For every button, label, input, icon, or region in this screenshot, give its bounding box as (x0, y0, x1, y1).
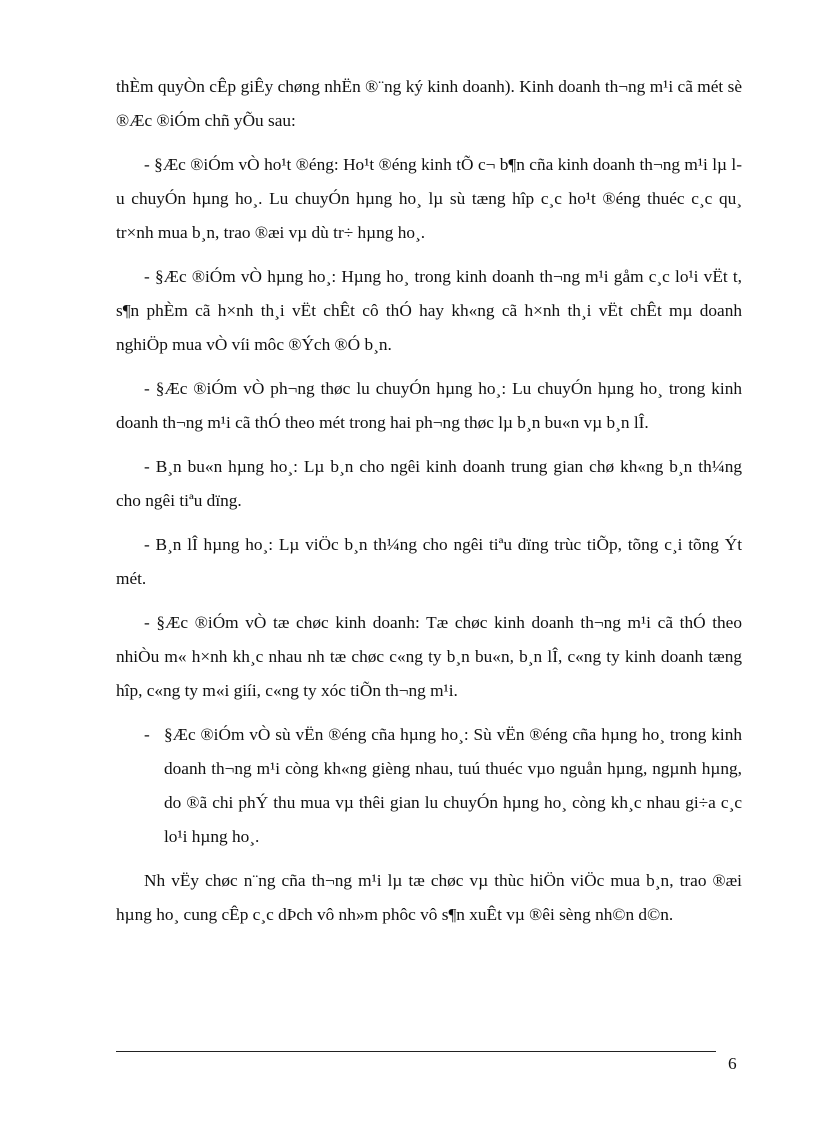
footer-divider (116, 1051, 716, 1052)
paragraph-retail: - B¸n lÎ hµng ho¸: Lµ viÖc b¸n th¼ng cho ngêi tiªu dïng trùc tiÕp, tõng c¸i tõng Ýt mét. (116, 535, 742, 588)
paragraph-circulation-method: - §Æc ®iÓm vÒ ph¬ng thøc lu chuyÓn hµng ho¸: Lu chuyÓn hµng ho¸ trong kinh doanh th¬ng m¹i cã thÓ theo mét trong hai ph¬ng thøc lµ b¸n bu«n vµ b¸n lÎ. (116, 379, 742, 432)
paragraph-goods: - §Æc ®iÓm vÒ hµng ho¸: Hµng ho¸ trong kinh doanh th¬ng m¹i gåm c¸c lo¹i vËt t, s¶n phÈm cã h×nh th¸i vËt chÊt cô thÓ hay kh«ng cã h×nh th¸i vËt chÊt mµ doanh nghiÖp mua vÒ víi môc ®Ých ®Ó b¸n. (116, 267, 742, 354)
paragraph-organization: - §Æc ®iÓm vÒ tæ chøc kinh doanh: Tæ chøc kinh doanh th¬ng m¹i cã thÓ theo nhiÒu m« h×nh kh¸c nhau nh tæ chøc c«ng ty b¸n bu«n, b¸n lÎ, c«ng ty kinh doanh tæng hîp, c«ng ty m«i giíi, c«ng ty xóc tiÕn th¬ng m¹i. (116, 613, 742, 700)
paragraph-intro: thÈm quyÒn cÊp giÊy chøng nhËn ®¨ng ký kinh doanh). Kinh doanh th¬ng m¹i cã mét sè ®Æc ®iÓm chñ yÕu sau: (116, 77, 742, 130)
paragraph-wholesale: - B¸n bu«n hµng ho¸: Lµ b¸n cho ngêi kinh doanh trung gian chø kh«ng b¸n th¼ng cho ngêi tiªu dïng. (116, 457, 742, 510)
paragraph-activity: - §Æc ®iÓm vÒ ho¹t ®éng: Ho¹t ®éng kinh tÕ c¬ b¶n cña kinh doanh th¬ng m¹i lµ lu chuyÓn hµng ho¸. Lu chuyÓn hµng ho¸ lµ sù tæng hîp c¸c ho¹t ®éng thuéc c¸c qu¸ tr×nh mua b¸n, trao ®æi vµ dù tr÷ hµng ho¸. (116, 155, 742, 242)
paragraph-goods-movement: §Æc ®iÓm vÒ sù vËn ®éng cña hµng ho¸: Sù vËn ®éng cña hµng ho¸ trong kinh doanh th¬ng m¹i còng kh«ng gièng nhau, tuú thuéc vµo nguån hµng, ngµnh hµng, do ®ã chi phÝ thu mua vµ thêi gian lu chuyÓn hµng ho¸ còng kh¸c nhau gi÷a c¸c lo¹i hµng ho¸. (164, 725, 742, 846)
page-number: 6 (728, 1054, 737, 1073)
paragraph-conclusion: Nh vËy chøc n¨ng cña th¬ng m¹i lµ tæ chøc vµ thùc hiÖn viÖc mua b¸n, trao ®æi hµng ho¸ cung cÊp c¸c dÞch vô nh»m phôc vô s¶n xuÊt vµ ®êi sèng nh©n d©n. (116, 871, 742, 924)
body-text (116, 70, 742, 942)
list-item-goods-movement (116, 718, 742, 854)
list-dash: - (144, 725, 150, 744)
